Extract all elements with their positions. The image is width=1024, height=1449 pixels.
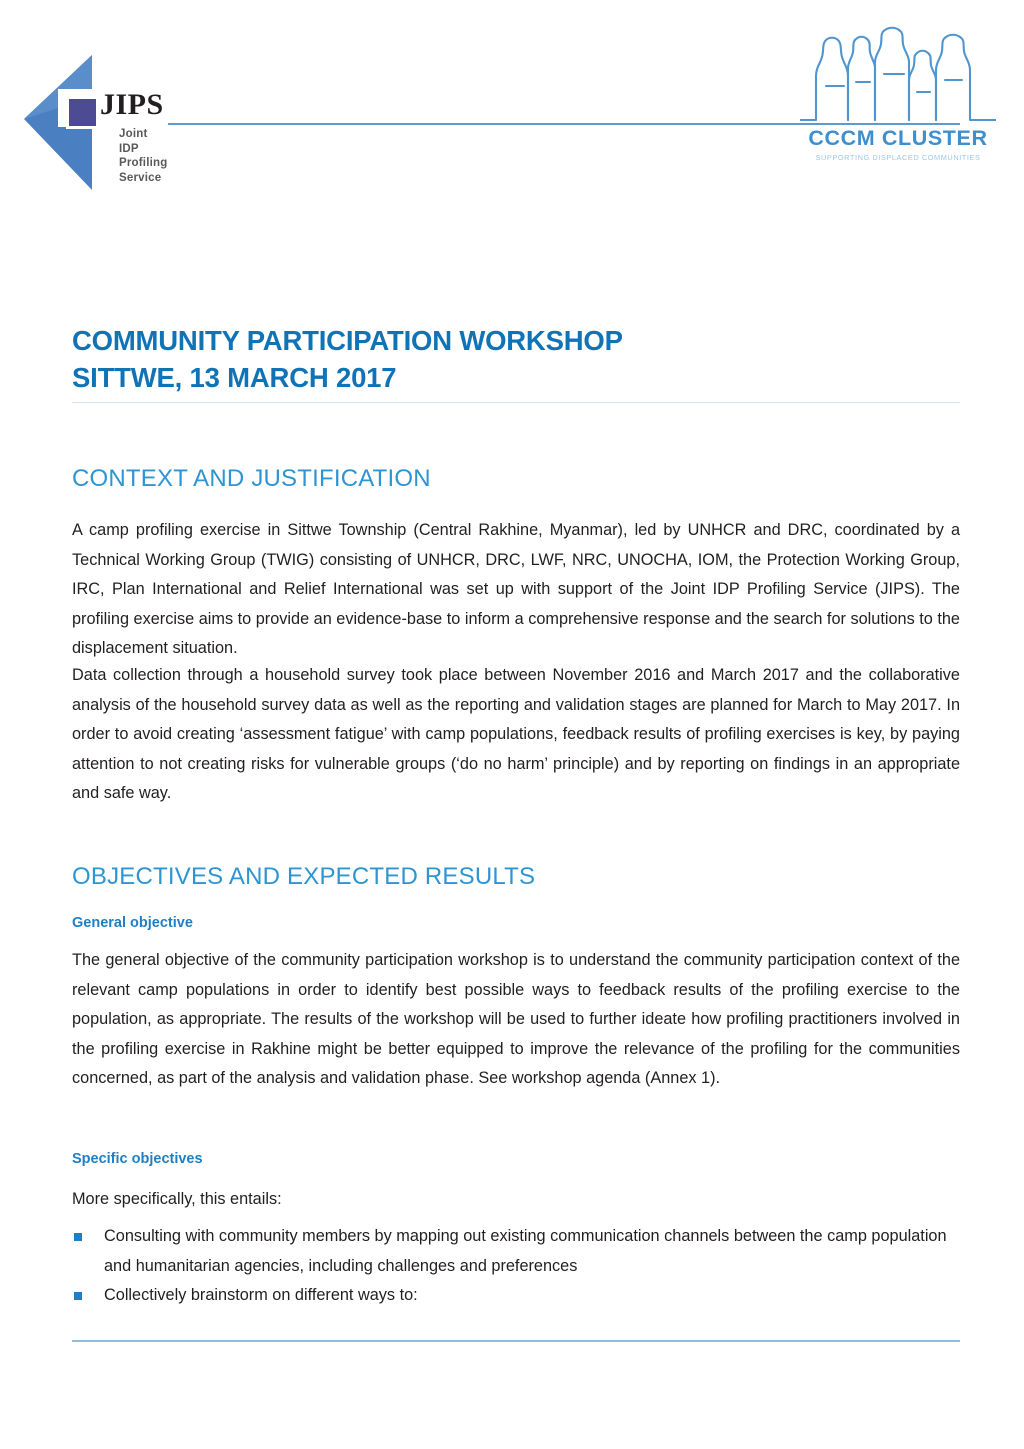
jips-square-icon: [66, 96, 99, 129]
subheading-specific-objectives: Specific objectives: [72, 1151, 203, 1167]
page-title-line2: SITTWE, 13 MARCH 2017: [72, 362, 397, 393]
jips-wordmark: JIPS: [100, 88, 164, 121]
cccm-title: CCCM CLUSTER: [808, 126, 988, 150]
jips-logo: [22, 55, 172, 190]
list-item-label: Collectively brainstorm on different ways to:: [104, 1286, 418, 1304]
page-header: [0, 0, 1024, 200]
title-divider: [72, 402, 960, 403]
section-heading-objectives: OBJECTIVES AND EXPECTED RESULTS: [72, 863, 536, 890]
jips-subtitle: Joint IDP Profiling Service: [119, 128, 168, 184]
specific-objectives-intro: More specifically, this entails:: [72, 1190, 282, 1208]
list-item: [72, 1222, 960, 1281]
context-paragraph-1: A camp profiling exercise in Sittwe Township (Central Rakhine, Myanmar), led by UNHCR and DRC, coordinated by a Technical Working Group (TWIG) consisting of UNHCR, DRC, LWF, NRC, UNOCHA, IOM, the Protection Working Group, IRC, Plan International and Relief International was set up with support of the Joint IDP Profiling Service (JIPS). The profiling exercise aims to provide an evidence-base to inform a comprehensive response and the search for solutions to the displacement situation.: [72, 521, 960, 657]
bullet-square-icon: [74, 1233, 82, 1241]
list-item-label: Consulting with community members by mapping out existing communication channels between the camp population and humanitarian agencies, including challenges and preferences: [104, 1227, 947, 1275]
specific-objectives-list: [72, 1222, 960, 1311]
context-paragraph-2: Data collection through a household survey took place between November 2016 and March 2017 and the collaborative analysis of the household survey data as well as the reporting and validation stages are planned for March to May 2017. In order to avoid creating ‘assessment fatigue’ with camp populations, feedback results of profiling exercises is key, by paying attention to not creating risks for vulnerable groups (‘do no harm’ principle) and by reporting on findings in an appropriate and safe way.: [72, 666, 960, 802]
section-heading-context: CONTEXT AND JUSTIFICATION: [72, 465, 431, 492]
page-title: [72, 322, 960, 396]
subheading-general-objective: General objective: [72, 915, 193, 931]
bullet-square-icon: [74, 1292, 82, 1300]
page-title-line1: COMMUNITY PARTICIPATION WORKSHOP: [72, 325, 623, 356]
cccm-cluster-logo: [800, 24, 996, 174]
cccm-tagline: SUPPORTING DISPLACED COMMUNITIES: [815, 153, 981, 162]
people-silhouettes-icon: [800, 24, 996, 126]
list-item: [72, 1281, 960, 1311]
general-objective-paragraph: The general objective of the community participation workshop is to understand the community participation context of the relevant camp populations in order to identify best possible ways to feedback results of the profiling exercise to the population, as appropriate. The results of the workshop will be used to further ideate how profiling practitioners involved in the profiling exercise in Rakhine might be better equipped to improve the relevance of the profiling for the communities concerned, as part of the analysis and validation phase. See workshop agenda (Annex 1).: [72, 951, 960, 1087]
footer-divider: [72, 1340, 960, 1342]
